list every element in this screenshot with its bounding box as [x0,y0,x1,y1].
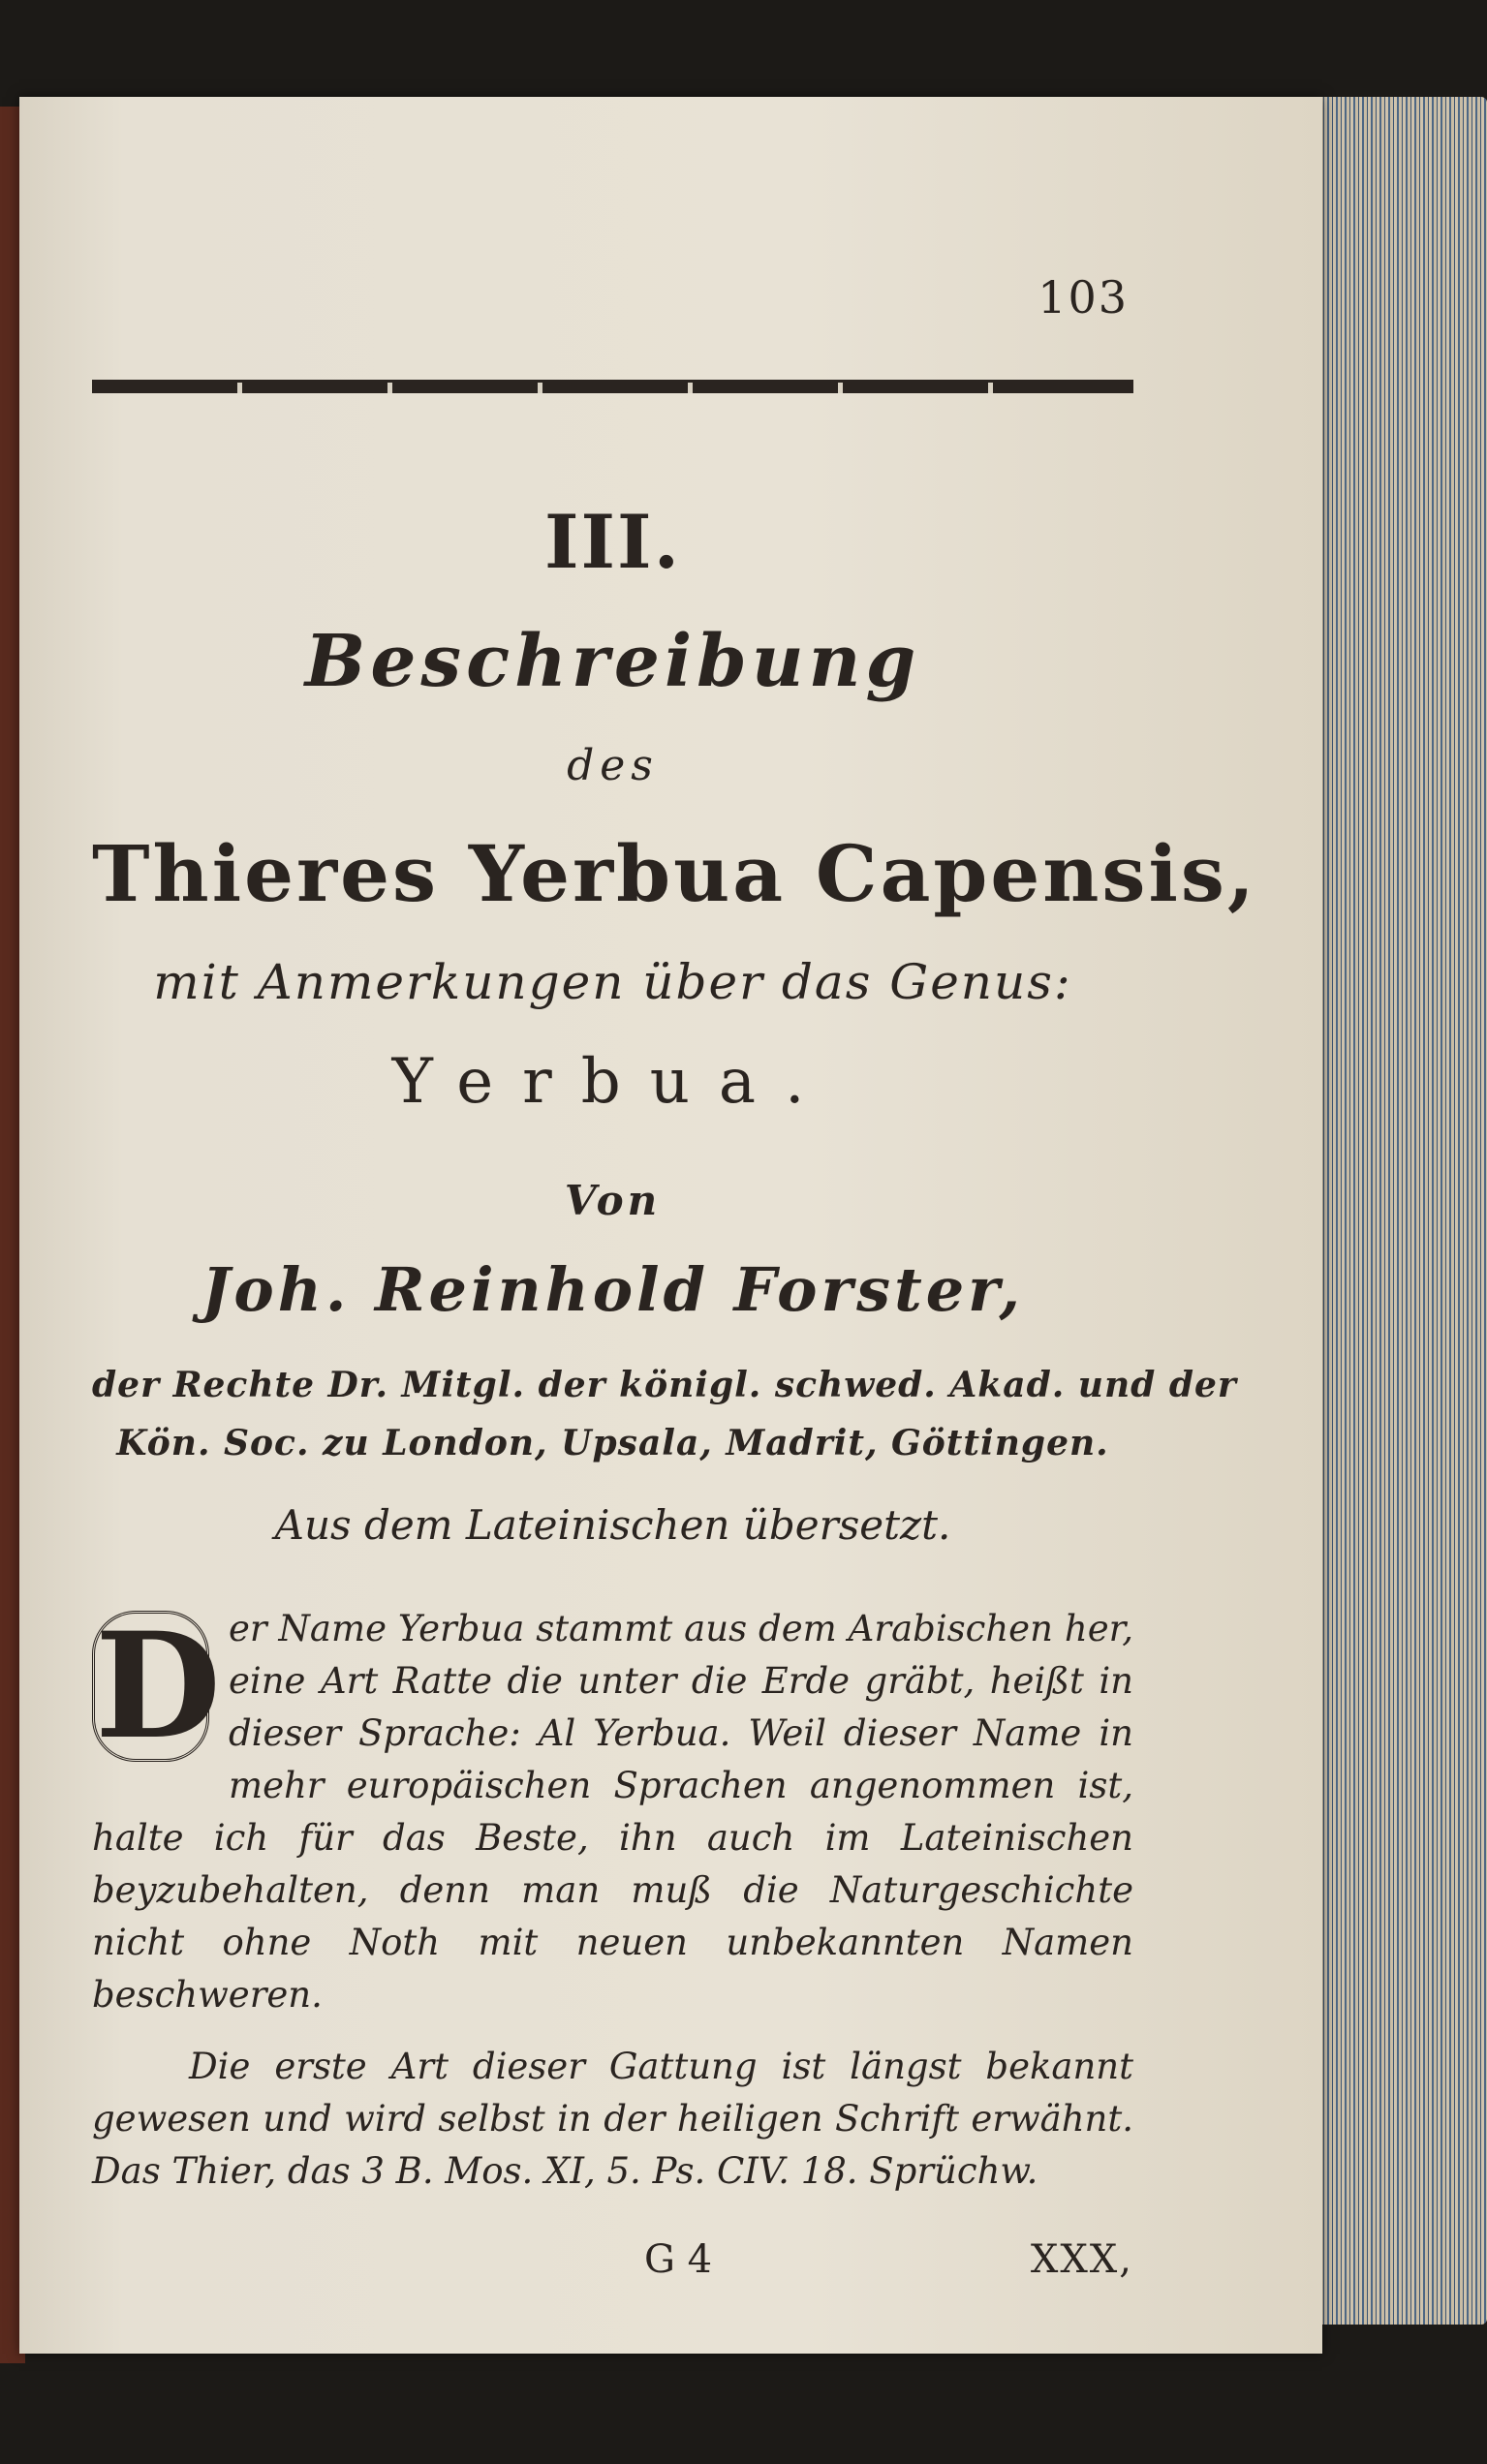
paragraph-1-text: er Name Yerbua stammt aus dem Arabischen her, eine Art Ratte die unter die Erde gräbt, heißt in dieser Sprache: Al Yerbua. Weil dieser Name in mehr europäischen Sprachen angenommen ist, halte ich für das Beste, ihn auch im Lateinischen beyzubehalten, denn man muß die Naturgeschichte nicht ohne Noth mit neuen unbekannten Namen beschweren. [92,1608,1133,2016]
chapter-subject: Thieres Yerbua Capensis, [92,828,1257,919]
chapter-subtitle: mit Anmerkungen über das Genus: [153,954,1072,1010]
credentials-line-1: der Rechte Dr. Mitgl. der königl. schwed. Akad. und der [92,1365,1237,1405]
paragraph-1 [92,1603,1133,2021]
page-footer [92,2237,1133,2286]
drop-cap: D [92,1611,209,1762]
credentials-line-2: Kön. Soc. zu London, Upsala, Madrit, Göttingen. [116,1423,1109,1463]
chapter-numeral: III. [543,499,682,585]
page-number: 103 [1038,271,1129,323]
author-credentials [92,1356,1237,1472]
paragraph-2: Die erste Art dieser Gattung ist längst bekannt gewesen und wird selbst in der heiligen Schrift erwähnt. Das Thier, das 3 B. Mos. XI, 5. Ps. CIV. 18. Sprüchw. [92,2046,1133,2192]
header-rule [92,380,1133,393]
chapter-title: Beschreibung [304,620,921,703]
book-page [19,97,1322,2354]
translation-note: Aus dem Lateinischen übersetzt. [274,1501,951,1549]
catchword: XXX, [1030,2237,1133,2282]
title-article: des [567,741,659,790]
signature-mark: G 4 [644,2237,713,2282]
body-text [92,1603,1133,2198]
genus-name: Yerbua. [391,1046,834,1118]
page-edges [1298,97,1487,2325]
author-name: Joh. Reinhold Forster, [201,1254,1024,1325]
author-preposition: Von [564,1177,662,1224]
